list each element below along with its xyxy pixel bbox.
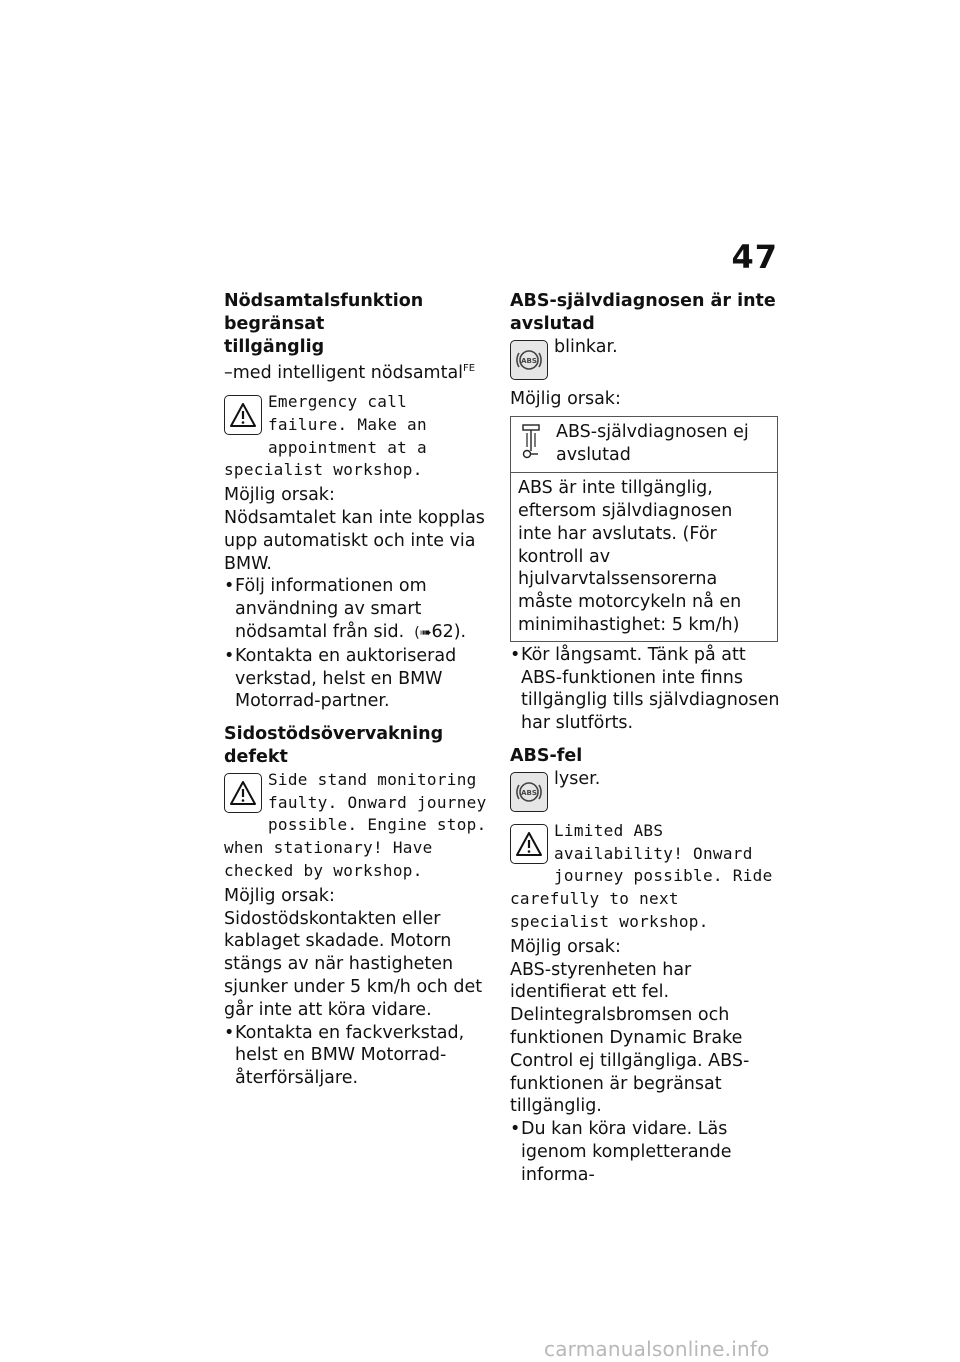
action-list xyxy=(510,644,780,735)
left-column xyxy=(224,290,494,1090)
cause-text: Nödsamtalet kan inte kopplas upp automatiskt och inte via BMW. xyxy=(224,508,485,574)
table-body-cell: ABS är inte tillgänglig, eftersom självdiagnosen inte har avslutats. (För kontroll av hjulvarvtalssensorerna måste motorcykeln nå en minimihastighet: 5 km/h) xyxy=(511,473,778,642)
message-text: Limited ABS availability! Onward journey possible. Ride carefully to next specialist workshop. xyxy=(510,820,773,931)
page-number: 47 xyxy=(731,238,778,276)
abs-blink-indicator xyxy=(510,336,780,382)
display-message-abs xyxy=(510,820,780,934)
abs-indicator-icon xyxy=(510,340,548,380)
abs-indicator-icon xyxy=(510,772,548,812)
display-message-side-stand xyxy=(224,769,494,883)
cause-text: ABS-styrenheten har identifierat ett fel. Delintegralsbromsen och funktionen Dynamic Brake Control ej tillgängliga. ABS-funktionen är begränsat tillgänglig. xyxy=(510,959,750,1117)
wheel-speed-sensor-icon xyxy=(518,421,556,468)
right-column xyxy=(510,290,780,1187)
section-title-abs-selfdiagnosis: ABS-självdiagnosen är inte avslutad xyxy=(510,291,776,334)
blink-text: blinkar. xyxy=(554,336,618,357)
warning-triangle-icon xyxy=(224,395,262,435)
warning-triangle-icon xyxy=(510,824,548,864)
cause-label: Möjlig orsak: xyxy=(224,885,335,906)
message-text: Emergency call failure. Make an appointment at a specialist workshop. xyxy=(224,392,427,480)
action-list xyxy=(510,1118,780,1186)
table-header-cell: ABS-självdiagnosen ej avslutad xyxy=(511,417,778,473)
cause-label: Möjlig orsak: xyxy=(510,388,621,409)
page-reference-arrow-icon: (➠ xyxy=(409,624,432,641)
list-item: • Kontakta en fackverkstad, helst en BMW Motorrad-återförsäljare. xyxy=(224,1022,494,1090)
section-title-side-stand: Sidostödsövervakning defekt xyxy=(224,724,444,767)
cause-text: Sidostödskontakten eller kablaget skadade. Motorn stängs av när hastigheten sjunker under 5 km/h och det går inte att köra vidare. xyxy=(224,908,483,1020)
section-title-abs-fault: ABS-fel xyxy=(510,745,583,766)
list-item: • Kontakta en auktoriserad verkstad, helst en BMW Motorrad-partner. xyxy=(224,645,494,713)
svg-text:ABS: ABS xyxy=(521,788,537,797)
action-list xyxy=(224,1022,494,1090)
list-item: • Kör långsamt. Tänk på att ABS-funktionen inte finns tillgänglig tills självdiagnosen har slutförts. xyxy=(510,644,780,735)
abs-light-indicator xyxy=(510,768,780,814)
section-subtitle: –med intelligent nödsamtal$^{FE}$ xyxy=(224,363,476,384)
list-item: • Följ informationen om användning av smart nödsamtal från sid. (➠62). xyxy=(224,575,494,644)
section-title-emergency-call: Nödsamtalsfunktion begränsat tillgänglig xyxy=(224,291,424,357)
display-message-emergency xyxy=(224,391,494,482)
message-text: Side stand monitoring faulty. Onward journey possible. Engine stop. when stationary! Have checked by workshop. xyxy=(224,769,487,880)
light-text: lyser. xyxy=(554,768,601,789)
watermark: carmanualsonline.info xyxy=(544,1337,770,1361)
cause-label: Möjlig orsak: xyxy=(510,936,621,957)
page-reference[interactable]: 62). xyxy=(431,621,467,642)
info-table xyxy=(510,416,778,641)
svg-text:ABS: ABS xyxy=(521,356,537,365)
action-list xyxy=(224,575,494,713)
warning-triangle-icon xyxy=(224,773,262,813)
cause-label: Möjlig orsak: xyxy=(224,485,335,506)
list-item: • Du kan köra vidare. Läs igenom kompletterande informa- xyxy=(510,1118,780,1186)
